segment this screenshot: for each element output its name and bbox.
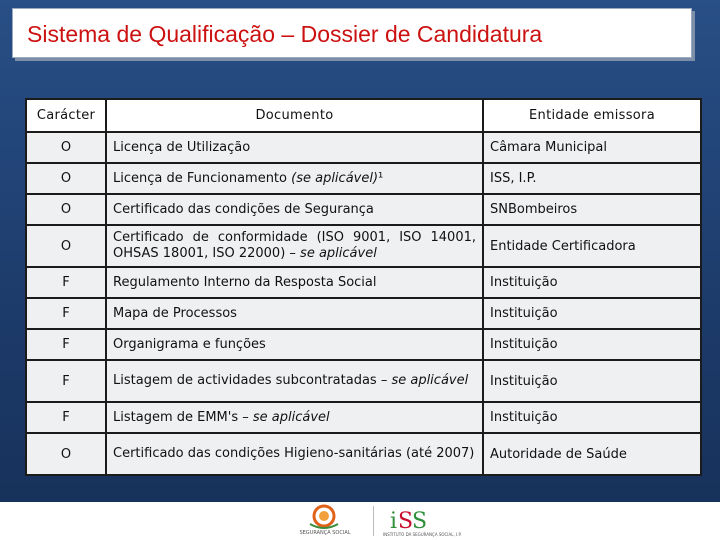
page-title: Sistema de Qualificação – Dossier de Candidatura bbox=[27, 21, 543, 47]
documento-text: Certificado de conformidade (ISO 9001, ISO 14001, OHSAS 18001, ISO 22000) – bbox=[113, 230, 476, 261]
cell-caracter: F bbox=[26, 298, 106, 329]
cell-caracter: O bbox=[26, 194, 106, 225]
documento-text: Licença de Funcionamento bbox=[113, 170, 292, 186]
cell-caracter: F bbox=[26, 360, 106, 402]
table-row bbox=[26, 402, 701, 433]
table-row bbox=[26, 298, 701, 329]
column-header-caracter: Carácter bbox=[26, 99, 106, 132]
svg-text:S: S bbox=[398, 509, 414, 534]
cell-entidade: Instituição bbox=[483, 402, 701, 433]
svg-text:i: i bbox=[390, 509, 398, 534]
logo-divider bbox=[373, 506, 374, 536]
table-row bbox=[26, 194, 701, 225]
column-header-entidade: Entidade emissora bbox=[483, 99, 701, 132]
cell-entidade: Instituição bbox=[483, 298, 701, 329]
cell-caracter: O bbox=[26, 433, 106, 475]
cell-entidade: Autoridade de Saúde bbox=[483, 433, 701, 475]
table-row bbox=[26, 360, 701, 402]
footer-logos bbox=[0, 502, 720, 540]
documento-text: Regulamento Interno da Resposta Social bbox=[113, 274, 377, 290]
cell-entidade: Câmara Municipal bbox=[483, 132, 701, 163]
documento-note: (se aplicável) bbox=[291, 170, 379, 186]
cell-documento bbox=[106, 132, 483, 163]
cell-entidade: Entidade Certificadora bbox=[483, 225, 701, 267]
table-row bbox=[26, 132, 701, 163]
table-row bbox=[26, 225, 701, 267]
documento-text: Mapa de Processos bbox=[113, 305, 237, 321]
documento-footnote: ¹ bbox=[378, 170, 384, 186]
table-row bbox=[26, 267, 701, 298]
table-row bbox=[26, 163, 701, 194]
cell-caracter: F bbox=[26, 329, 106, 360]
documento-text: Listagem de actividades subcontratadas – bbox=[113, 373, 392, 388]
cell-caracter: O bbox=[26, 132, 106, 163]
cell-documento bbox=[106, 225, 483, 267]
documento-text: Licença de Utilização bbox=[113, 139, 251, 155]
cell-documento bbox=[106, 433, 483, 475]
documento-note: se aplicável bbox=[300, 246, 377, 261]
cell-documento bbox=[106, 402, 483, 433]
documento-note: se aplicável bbox=[391, 373, 469, 388]
iss-logo-text: INSTITUTO DA SEGURANÇA SOCIAL, I.P. bbox=[383, 532, 462, 537]
seguranca-social-logo-text: SEGURANÇA SOCIAL bbox=[299, 530, 351, 536]
documento-text: Certificado das condições de Segurança bbox=[113, 201, 374, 217]
cell-entidade: Instituição bbox=[483, 267, 701, 298]
documento-text: Listagem de EMM's – bbox=[113, 409, 253, 425]
svg-text:S: S bbox=[412, 509, 428, 534]
documento-text: Organigrama e funções bbox=[113, 336, 266, 352]
cell-entidade: ISS, I.P. bbox=[483, 163, 701, 194]
cell-documento bbox=[106, 360, 483, 402]
cell-entidade: Instituição bbox=[483, 360, 701, 402]
cell-documento bbox=[106, 298, 483, 329]
column-header-documento: Documento bbox=[106, 99, 483, 132]
documento-text: Certificado das condições Higieno-sanitárias (até 2007) bbox=[113, 446, 475, 461]
dossier-table bbox=[25, 98, 702, 476]
cell-caracter: F bbox=[26, 267, 106, 298]
cell-entidade: Instituição bbox=[483, 329, 701, 360]
cell-documento bbox=[106, 267, 483, 298]
cell-caracter: F bbox=[26, 402, 106, 433]
table-header-row bbox=[26, 99, 701, 132]
iss-logo bbox=[386, 504, 456, 534]
cell-documento bbox=[106, 163, 483, 194]
cell-caracter: O bbox=[26, 163, 106, 194]
cell-caracter: O bbox=[26, 225, 106, 267]
table-row bbox=[26, 329, 701, 360]
cell-documento bbox=[106, 329, 483, 360]
table-row bbox=[26, 433, 701, 475]
title-box bbox=[12, 8, 692, 58]
cell-documento bbox=[106, 194, 483, 225]
cell-entidade: SNBombeiros bbox=[483, 194, 701, 225]
documento-note: se aplicável bbox=[252, 409, 330, 425]
